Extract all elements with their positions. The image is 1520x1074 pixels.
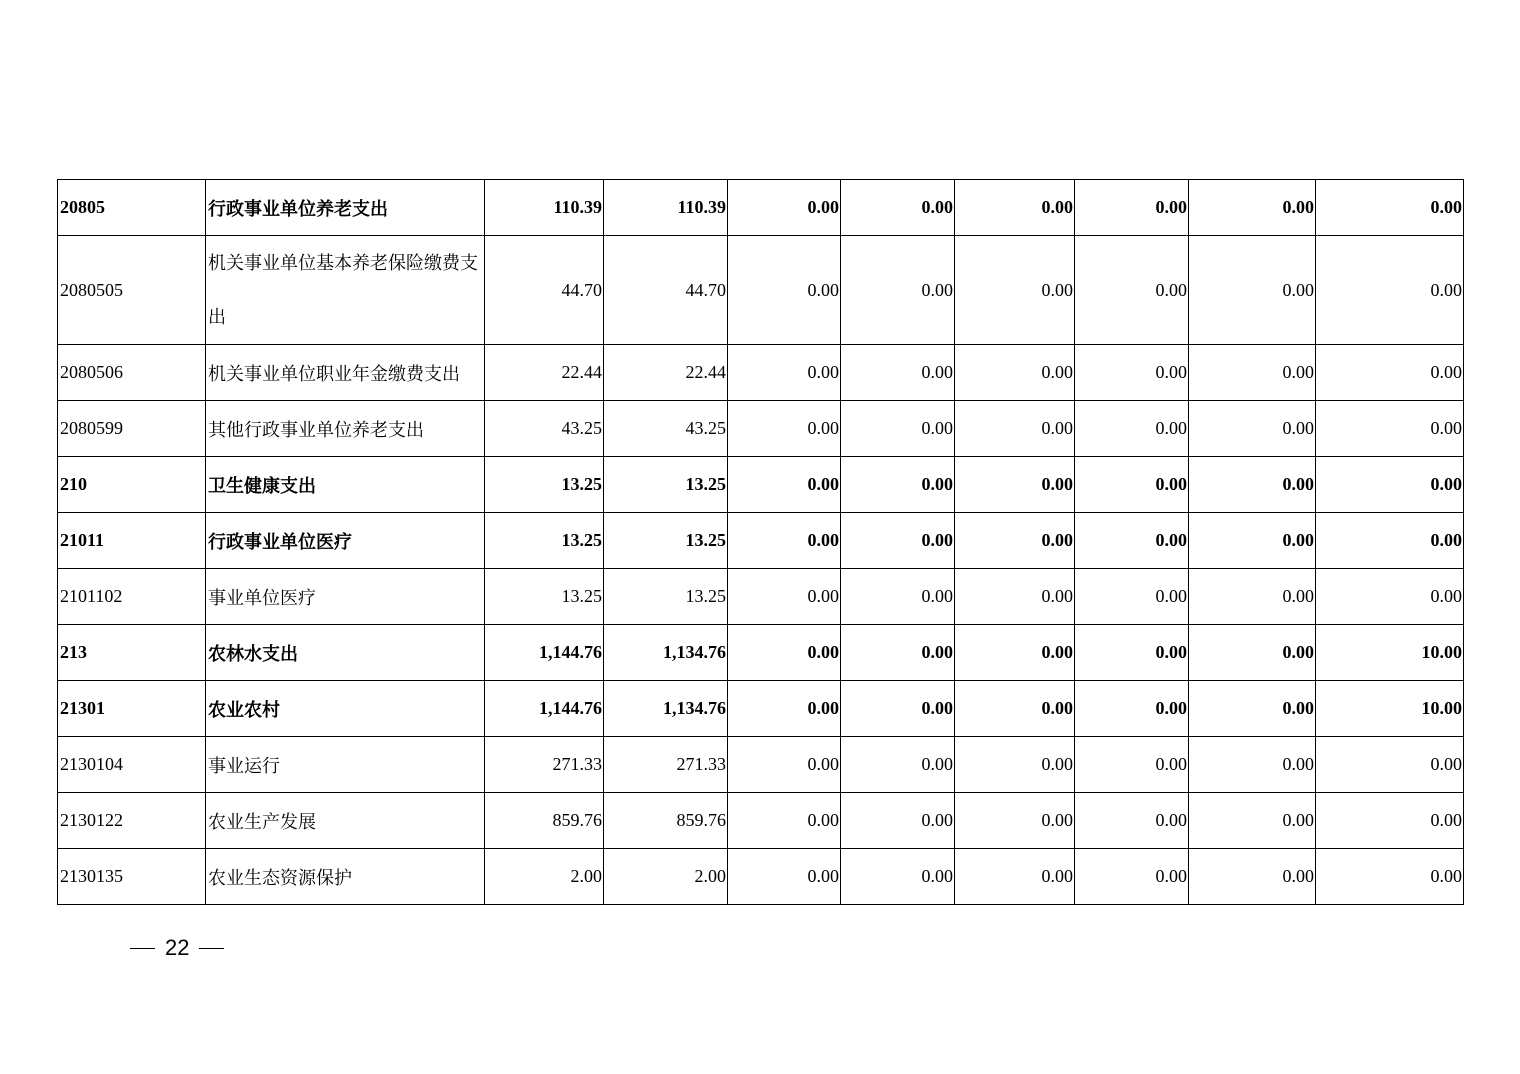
row-value: 2.00	[604, 849, 728, 905]
row-value: 0.00	[841, 401, 955, 457]
row-value: 0.00	[1189, 569, 1316, 625]
table-row	[58, 401, 1464, 457]
row-value: 0.00	[955, 180, 1075, 236]
row-value: 0.00	[728, 457, 841, 513]
row-value: 0.00	[1189, 513, 1316, 569]
row-value: 0.00	[1075, 681, 1189, 737]
row-value: 0.00	[728, 625, 841, 681]
row-value: 859.76	[485, 793, 604, 849]
row-value: 10.00	[1316, 681, 1464, 737]
row-value: 0.00	[1075, 793, 1189, 849]
row-code: 2080505	[58, 236, 206, 345]
table-row	[58, 236, 1464, 345]
row-value: 1,144.76	[485, 681, 604, 737]
row-name: 机关事业单位基本养老保险缴费支出	[206, 236, 485, 345]
row-value: 0.00	[841, 849, 955, 905]
row-value: 0.00	[955, 345, 1075, 401]
row-value: 0.00	[1189, 236, 1316, 345]
row-value: 0.00	[841, 569, 955, 625]
row-value: 271.33	[604, 737, 728, 793]
row-value: 0.00	[728, 513, 841, 569]
row-code: 2080599	[58, 401, 206, 457]
row-value: 0.00	[1316, 236, 1464, 345]
row-value: 0.00	[728, 793, 841, 849]
row-value: 0.00	[728, 345, 841, 401]
row-value: 0.00	[1075, 401, 1189, 457]
row-value: 0.00	[841, 513, 955, 569]
row-value: 0.00	[728, 569, 841, 625]
row-code: 210	[58, 457, 206, 513]
row-value: 0.00	[1316, 513, 1464, 569]
row-value: 0.00	[728, 681, 841, 737]
row-value: 1,134.76	[604, 625, 728, 681]
row-name: 农林水支出	[206, 625, 485, 681]
budget-table-body	[58, 180, 1464, 905]
row-value: 0.00	[1075, 457, 1189, 513]
row-value: 0.00	[955, 681, 1075, 737]
row-value: 0.00	[1189, 457, 1316, 513]
row-value: 0.00	[1189, 849, 1316, 905]
row-value: 0.00	[955, 793, 1075, 849]
row-value: 0.00	[1316, 849, 1464, 905]
row-code: 2130135	[58, 849, 206, 905]
row-value: 0.00	[841, 345, 955, 401]
row-name: 卫生健康支出	[206, 457, 485, 513]
row-value: 0.00	[1075, 236, 1189, 345]
row-value: 0.00	[955, 457, 1075, 513]
table-row	[58, 345, 1464, 401]
footer-dash-left	[130, 948, 155, 949]
row-value: 13.25	[604, 569, 728, 625]
footer-dash-right	[199, 948, 224, 949]
row-code: 21011	[58, 513, 206, 569]
row-value: 13.25	[485, 513, 604, 569]
row-value: 0.00	[841, 681, 955, 737]
row-value: 22.44	[485, 345, 604, 401]
row-value: 44.70	[485, 236, 604, 345]
row-value: 0.00	[1075, 625, 1189, 681]
row-value: 0.00	[1075, 345, 1189, 401]
row-value: 0.00	[841, 236, 955, 345]
row-value: 0.00	[955, 236, 1075, 345]
row-value: 13.25	[604, 457, 728, 513]
table-row	[58, 793, 1464, 849]
row-value: 10.00	[1316, 625, 1464, 681]
row-name: 机关事业单位职业年金缴费支出	[206, 345, 485, 401]
table-row	[58, 737, 1464, 793]
row-value: 0.00	[1189, 180, 1316, 236]
row-code: 2130104	[58, 737, 206, 793]
row-value: 0.00	[1075, 569, 1189, 625]
row-value: 0.00	[1075, 180, 1189, 236]
row-value: 110.39	[485, 180, 604, 236]
row-value: 13.25	[485, 457, 604, 513]
row-value: 0.00	[841, 457, 955, 513]
table-row	[58, 457, 1464, 513]
row-value: 0.00	[955, 625, 1075, 681]
table-row	[58, 849, 1464, 905]
row-value: 0.00	[955, 737, 1075, 793]
row-value: 0.00	[955, 513, 1075, 569]
row-value: 0.00	[728, 849, 841, 905]
row-value: 0.00	[1316, 737, 1464, 793]
row-value: 859.76	[604, 793, 728, 849]
row-value: 0.00	[1316, 401, 1464, 457]
row-value: 0.00	[955, 569, 1075, 625]
row-name: 行政事业单位医疗	[206, 513, 485, 569]
row-value: 271.33	[485, 737, 604, 793]
row-value: 0.00	[1189, 401, 1316, 457]
row-value: 43.25	[604, 401, 728, 457]
table-row	[58, 180, 1464, 236]
row-value: 13.25	[604, 513, 728, 569]
row-value: 0.00	[1316, 345, 1464, 401]
row-value: 1,144.76	[485, 625, 604, 681]
page-number: 22	[165, 935, 190, 960]
row-name: 其他行政事业单位养老支出	[206, 401, 485, 457]
row-value: 0.00	[1189, 345, 1316, 401]
row-code: 2101102	[58, 569, 206, 625]
row-value: 0.00	[1075, 849, 1189, 905]
row-value: 0.00	[841, 180, 955, 236]
row-value: 0.00	[1316, 180, 1464, 236]
row-value: 0.00	[1316, 457, 1464, 513]
table-row	[58, 569, 1464, 625]
row-name: 农业生态资源保护	[206, 849, 485, 905]
row-value: 0.00	[728, 737, 841, 793]
row-value: 0.00	[955, 401, 1075, 457]
row-code: 21301	[58, 681, 206, 737]
row-value: 0.00	[841, 737, 955, 793]
row-value: 22.44	[604, 345, 728, 401]
row-value: 0.00	[728, 236, 841, 345]
row-value: 1,134.76	[604, 681, 728, 737]
row-code: 2130122	[58, 793, 206, 849]
page-footer	[130, 932, 224, 964]
row-name: 事业单位医疗	[206, 569, 485, 625]
budget-table	[57, 179, 1464, 905]
row-value: 43.25	[485, 401, 604, 457]
row-code: 20805	[58, 180, 206, 236]
row-value: 0.00	[728, 180, 841, 236]
row-value: 2.00	[485, 849, 604, 905]
row-value: 0.00	[1316, 569, 1464, 625]
row-value: 0.00	[1316, 793, 1464, 849]
row-value: 13.25	[485, 569, 604, 625]
row-value: 0.00	[1189, 681, 1316, 737]
table-row	[58, 513, 1464, 569]
row-value: 0.00	[1075, 737, 1189, 793]
row-value: 0.00	[728, 401, 841, 457]
table-row	[58, 625, 1464, 681]
row-value: 0.00	[1075, 513, 1189, 569]
row-name: 事业运行	[206, 737, 485, 793]
row-value: 0.00	[841, 625, 955, 681]
row-value: 44.70	[604, 236, 728, 345]
row-code: 2080506	[58, 345, 206, 401]
row-name: 农业生产发展	[206, 793, 485, 849]
row-code: 213	[58, 625, 206, 681]
table-row	[58, 681, 1464, 737]
row-value: 110.39	[604, 180, 728, 236]
row-value: 0.00	[1189, 737, 1316, 793]
row-value: 0.00	[1189, 793, 1316, 849]
row-name: 农业农村	[206, 681, 485, 737]
row-value: 0.00	[955, 849, 1075, 905]
row-name: 行政事业单位养老支出	[206, 180, 485, 236]
row-value: 0.00	[1189, 625, 1316, 681]
row-value: 0.00	[841, 793, 955, 849]
